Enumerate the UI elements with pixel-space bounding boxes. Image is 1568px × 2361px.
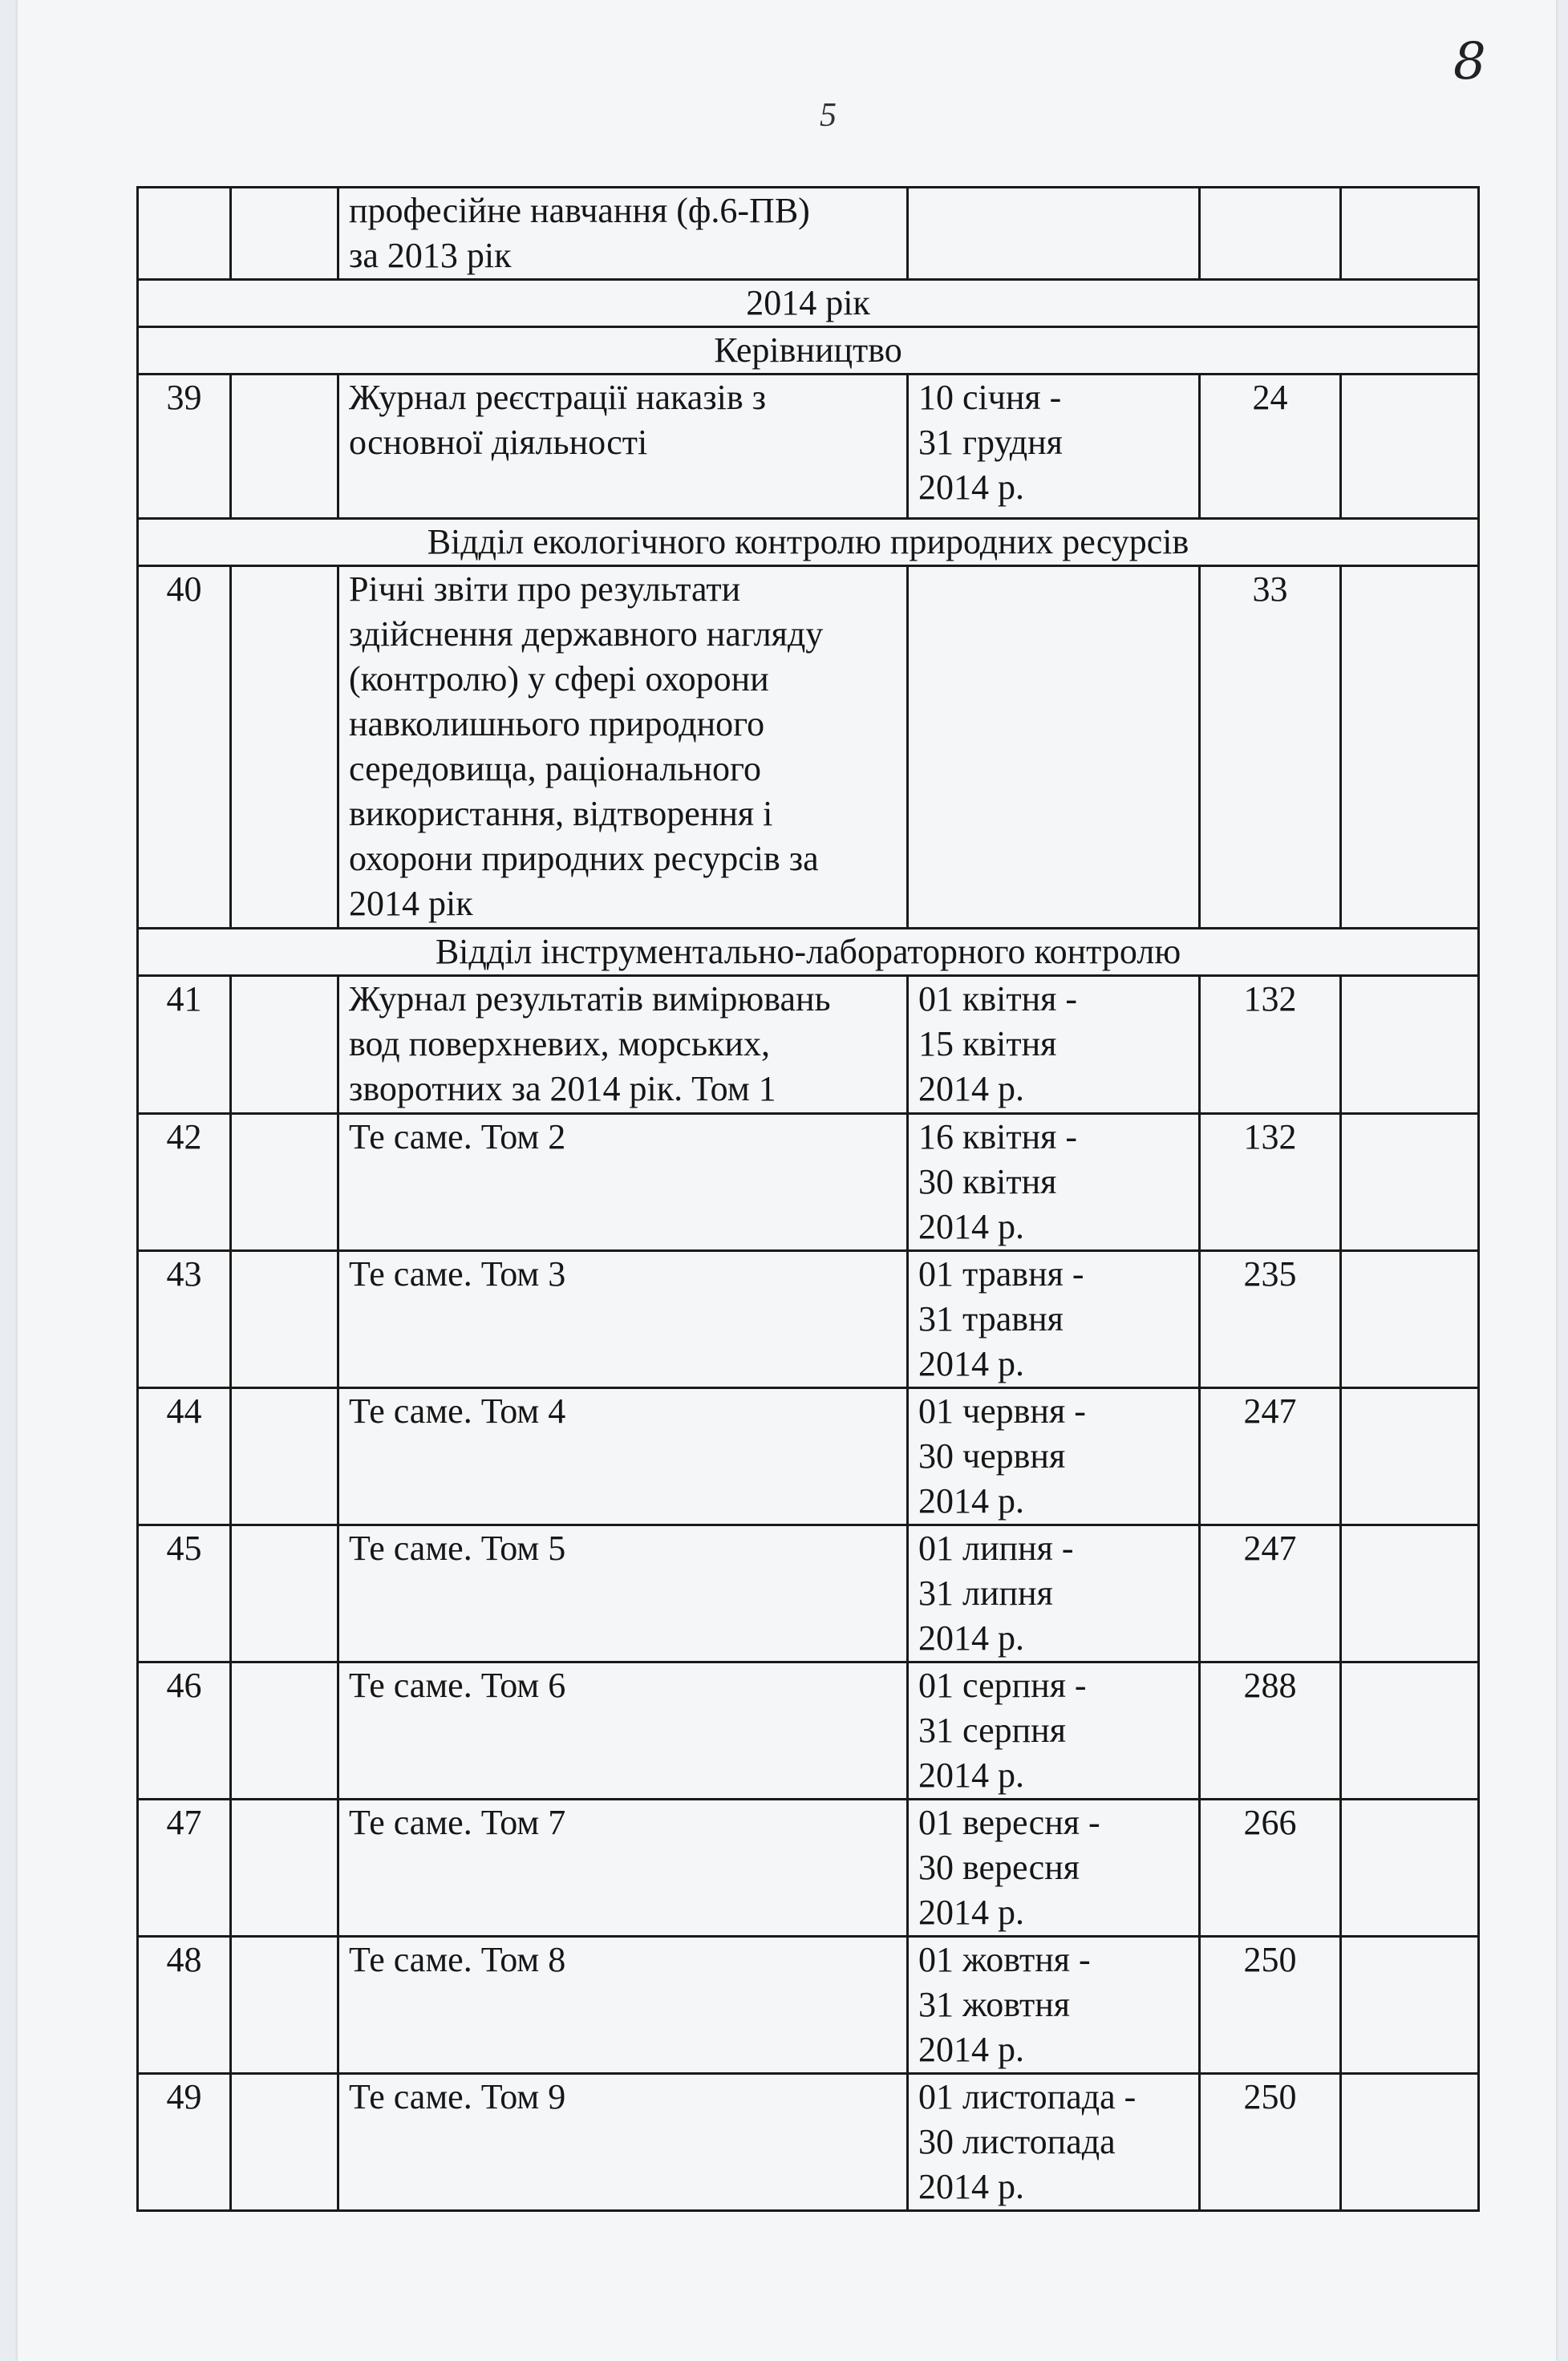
section-year: 2014 рік [138, 280, 1479, 327]
cell-notes [1341, 375, 1479, 519]
cell-index [231, 2074, 338, 2211]
cell-count: 132 [1200, 1114, 1341, 1251]
cell-count: 250 [1200, 1937, 1341, 2074]
cell-num: 41 [138, 976, 231, 1114]
cell-title: Те саме. Том 3 [338, 1251, 908, 1388]
cell-title: Те саме. Том 8 [338, 1937, 908, 2074]
cell-title: Те саме. Том 7 [338, 1800, 908, 1937]
cell-num: 40 [138, 566, 231, 929]
cell-count [1200, 188, 1341, 280]
section-row [138, 929, 1479, 976]
table-row [138, 2074, 1479, 2211]
cell-title: професійне навчання (ф.6-ПВ) за 2013 рік [338, 188, 908, 280]
section-management: Керівництво [138, 327, 1479, 375]
cell-title: Те саме. Том 2 [338, 1114, 908, 1251]
cell-title: Те саме. Том 5 [338, 1525, 908, 1662]
section-row [138, 327, 1479, 375]
cell-notes [1341, 976, 1479, 1114]
table-row [138, 1251, 1479, 1388]
cell-index [231, 188, 338, 280]
cell-dates: 01 вересня - 30 вересня 2014 р. [908, 1800, 1200, 1937]
cell-index [231, 976, 338, 1114]
cell-num: 47 [138, 1800, 231, 1937]
table-row [138, 1388, 1479, 1525]
cell-count: 132 [1200, 976, 1341, 1114]
cell-notes [1341, 1114, 1479, 1251]
table-row [138, 1114, 1479, 1251]
section-ecology: Відділ екологічного контролю природних ресурсів [138, 519, 1479, 566]
cell-count: 247 [1200, 1525, 1341, 1662]
cell-dates [908, 566, 1200, 929]
cell-index [231, 1114, 338, 1251]
table-row [138, 1662, 1479, 1800]
cell-title: Журнал результатів вимірювань вод поверхневих, морських, зворотних за 2014 рік. Том 1 [338, 976, 908, 1114]
cell-count: 24 [1200, 375, 1341, 519]
table-row [138, 1800, 1479, 1937]
cell-dates: 01 травня - 31 травня 2014 р. [908, 1251, 1200, 1388]
cell-num: 43 [138, 1251, 231, 1388]
cell-index [231, 1937, 338, 2074]
cell-dates: 01 листопада - 30 листопада 2014 р. [908, 2074, 1200, 2211]
cell-num [138, 188, 231, 280]
section-row [138, 519, 1479, 566]
cell-dates: 16 квітня - 30 квітня 2014 р. [908, 1114, 1200, 1251]
cell-notes [1341, 188, 1479, 280]
table-row [138, 566, 1479, 929]
cell-notes [1341, 566, 1479, 929]
cell-index [231, 1525, 338, 1662]
cell-index [231, 1388, 338, 1525]
cell-index [231, 375, 338, 519]
cell-notes [1341, 1937, 1479, 2074]
cell-dates: 01 червня - 30 червня 2014 р. [908, 1388, 1200, 1525]
cell-notes [1341, 2074, 1479, 2211]
cell-dates: 01 жовтня - 31 жовтня 2014 р. [908, 1937, 1200, 2074]
table-row-continuation [138, 188, 1479, 280]
cell-num: 48 [138, 1937, 231, 2074]
cell-title: Те саме. Том 9 [338, 2074, 908, 2211]
cell-notes [1341, 1525, 1479, 1662]
cell-count: 266 [1200, 1800, 1341, 1937]
cell-dates: 01 квітня - 15 квітня 2014 р. [908, 976, 1200, 1114]
cell-notes [1341, 1388, 1479, 1525]
cell-num: 45 [138, 1525, 231, 1662]
cell-num: 46 [138, 1662, 231, 1800]
cell-dates: 01 липня - 31 липня 2014 р. [908, 1525, 1200, 1662]
section-lab: Відділ інструментально-лабораторного контролю [138, 929, 1479, 976]
page-number: 5 [820, 97, 837, 134]
cell-title: Журнал реєстрації наказів з основної діяльності [338, 375, 908, 519]
cell-count: 33 [1200, 566, 1341, 929]
cell-dates: 10 січня - 31 грудня 2014 р. [908, 375, 1200, 519]
cell-index [231, 566, 338, 929]
document-page [18, 0, 1556, 2361]
cell-count: 235 [1200, 1251, 1341, 1388]
cell-count: 250 [1200, 2074, 1341, 2211]
cell-num: 42 [138, 1114, 231, 1251]
cell-title: Річні звіти про результати здійснення державного нагляду (контролю) у сфері охорони навколишнього природного середовища, раціонального використання, відтворення і охорони природних ресурсів за 2014 рік [338, 566, 908, 929]
cell-num: 49 [138, 2074, 231, 2211]
cell-title: Те саме. Том 6 [338, 1662, 908, 1800]
cell-num: 44 [138, 1388, 231, 1525]
cell-count: 288 [1200, 1662, 1341, 1800]
records-table [136, 186, 1480, 2212]
cell-index [231, 1662, 338, 1800]
table-row [138, 1937, 1479, 2074]
section-row [138, 280, 1479, 327]
cell-dates [908, 188, 1200, 280]
cell-index [231, 1800, 338, 1937]
table-row [138, 1525, 1479, 1662]
cell-notes [1341, 1251, 1479, 1388]
cell-count: 247 [1200, 1388, 1341, 1525]
cell-notes [1341, 1800, 1479, 1937]
cell-notes [1341, 1662, 1479, 1800]
table-row [138, 375, 1479, 519]
cell-index [231, 1251, 338, 1388]
folio-number: 8 [1453, 32, 1486, 91]
cell-dates: 01 серпня - 31 серпня 2014 р. [908, 1662, 1200, 1800]
cell-title: Те саме. Том 4 [338, 1388, 908, 1525]
table-row [138, 976, 1479, 1114]
cell-num: 39 [138, 375, 231, 519]
